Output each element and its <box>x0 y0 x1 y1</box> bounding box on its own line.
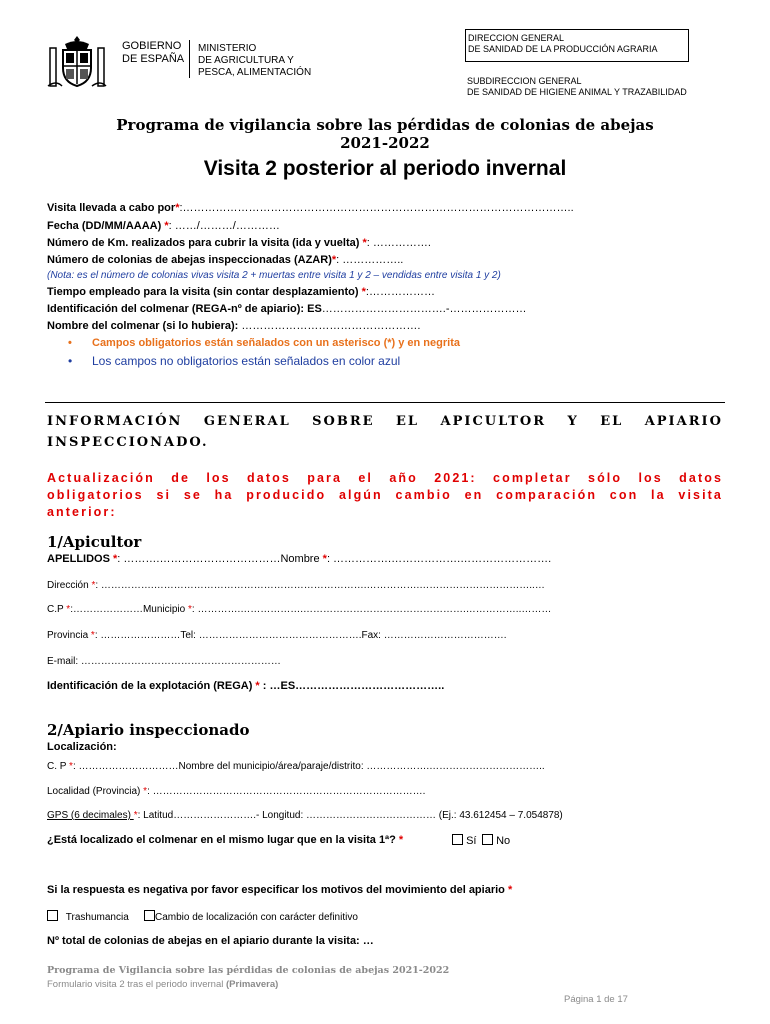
gobierno-text <box>122 40 184 66</box>
apiario-provincia-field[interactable] <box>47 786 425 797</box>
si-option[interactable] <box>452 834 476 847</box>
visita-label: Visita llevada a cabo por <box>47 202 176 214</box>
q1-text: ¿Está localizado el colmenar en el mismo lugar que en la visita 1ª? <box>47 834 399 846</box>
footer-line1: Programa de Vigilancia sobre las pérdidas de colonias de abejas 2021-2022 <box>47 965 450 976</box>
cambio-option[interactable] <box>144 910 358 923</box>
rega-dots: …………………………….-………………… <box>321 303 527 315</box>
required-mark: * <box>175 202 180 214</box>
required-mark: * <box>255 680 260 692</box>
nombre-dots: : …………….……………….……………………. <box>326 553 552 565</box>
required-mark: * <box>398 834 404 846</box>
azar-label: Número de colonias de abejas inspeccionadas (AZAR) <box>47 254 332 266</box>
update-notice <box>47 470 723 521</box>
required-mark: * <box>331 254 337 266</box>
apiario-cp-field[interactable] <box>47 761 545 772</box>
km-dots: : ……………. <box>366 237 431 249</box>
motivos-question <box>47 884 512 896</box>
heading-word: APICULTOR <box>440 414 547 429</box>
box-line1: DIRECCION GENERAL <box>468 33 565 43</box>
direccion-box <box>465 29 689 62</box>
required-mark: * <box>322 553 327 565</box>
trashumancia-checkbox[interactable] <box>47 910 58 921</box>
heading-word: Y <box>567 414 579 429</box>
required-mark: * <box>133 810 138 821</box>
apiario-heading: 2/Apiario inspeccionado <box>47 721 250 739</box>
min-line3: PESCA, ALIMENTACIÓN <box>198 67 312 78</box>
update-line1: Actualización de los datos para el año 2021: completar sólo los datos <box>47 471 723 485</box>
box-line2: DE SANIDAD DE LA PRODUCCIÓN AGRARIA <box>468 44 658 54</box>
km-label: Número de Km. realizados para cubrir la visita (ida y vuelta) <box>47 237 363 249</box>
bullet-obligatorios <box>70 337 460 349</box>
direccion-label: Dirección <box>47 580 92 591</box>
cambio-checkbox[interactable] <box>144 910 155 921</box>
required-mark: * <box>66 604 71 615</box>
cp-field[interactable] <box>47 604 551 615</box>
si-label: Sí <box>466 835 477 847</box>
required-mark: * <box>164 220 169 232</box>
direccion-dots: : …………….……………………………………………………….…………….……………………………..… <box>95 580 545 591</box>
subdireccion-text <box>467 76 687 98</box>
gov-line1: GOBIERNO <box>122 40 182 52</box>
nombre-dots: …………………………………………. <box>241 320 421 332</box>
rega-explotacion-dots: : …ES………………………………….. <box>259 680 445 692</box>
apiario-provincia-label: Localidad (Provincia) <box>47 786 144 797</box>
no-label: No <box>496 835 511 847</box>
ministerio-text <box>198 43 311 79</box>
fecha-dots: : ……/………/………… <box>168 220 280 232</box>
trashumancia-option[interactable] <box>47 910 129 923</box>
cambio-label: Cambio de localización con carácter definitivo <box>155 912 358 923</box>
required-mark: * <box>362 237 367 249</box>
sub-line1: SUBDIRECCION GENERAL <box>467 76 582 86</box>
tiempo-label: Tiempo empleado para la visita (sin contar desplazamiento) <box>47 286 362 298</box>
rega-explotacion-label: Identificación de la explotación (REGA) <box>47 680 256 692</box>
update-line2: obligatorios si se ha producido algún cambio en comparación con la visita <box>47 488 723 502</box>
required-mark: * <box>188 604 192 615</box>
nombre-label: Nombre del colmenar (si lo hubiera): <box>47 320 242 332</box>
municipio-dots: : ………….……………….………………………………………….……………..……… <box>191 604 552 615</box>
program-title <box>0 116 770 152</box>
provincia-label: Provincia <box>47 630 91 641</box>
cp-label: C.P <box>47 604 67 615</box>
km-field[interactable] <box>47 237 431 249</box>
title-line2: 2021-2022 <box>340 134 430 152</box>
section-rule <box>45 402 725 403</box>
gps-dots: : Latitud…………………….- Longitud: ………………………………… (Ej.: 43.612454 – 7.054878) <box>137 810 563 821</box>
apiario-cp-label: C. P <box>47 761 70 772</box>
title-line1: Programa de vigilancia sobre las pérdidas de colonias de abejas <box>116 116 654 134</box>
apiario-provincia-dots: : ………………………………………………………………………. <box>147 786 426 797</box>
apellidos-dots: : ……….……………………………Nombre <box>117 553 323 565</box>
required-mark: * <box>507 884 513 896</box>
tiempo-dots: :……………… <box>365 286 435 298</box>
rega-field[interactable] <box>47 303 527 315</box>
required-mark: * <box>90 630 95 641</box>
gps-field[interactable] <box>47 810 563 821</box>
apellidos-field[interactable] <box>47 553 551 565</box>
apicultor-heading: 1/Apicultor <box>47 533 142 551</box>
required-mark: * <box>91 580 96 591</box>
bullet1-text: Campos obligatorios están señalados con un asterisco (*) y en negrita <box>92 337 460 349</box>
heading-word: INFORMACIÓN <box>47 414 183 429</box>
nombre-colmenar-field[interactable] <box>47 320 420 332</box>
required-mark: * <box>113 553 118 565</box>
visita-dots: :…………………………………………………………………………………………….. <box>179 202 574 214</box>
bullet2-text: Los campos no obligatorios están señalados en color azul <box>92 354 401 368</box>
heading-word: EL <box>396 414 420 429</box>
azar-field[interactable] <box>47 254 403 266</box>
government-logo <box>46 34 108 92</box>
tiempo-field[interactable] <box>47 286 435 298</box>
page-number: Página 1 de 17 <box>564 994 628 1005</box>
rega-explotacion-field[interactable] <box>47 680 444 692</box>
apellidos-label: APELLIDOS <box>47 553 114 565</box>
localizacion-label: Localización: <box>47 741 117 753</box>
bullet-no-obligatorios <box>70 354 400 368</box>
min-line2: DE AGRICULTURA Y <box>198 55 294 66</box>
provincia-dots: : ……………………Tel: ………………………………………….Fax: ………………………………. <box>94 630 507 641</box>
gps-label: GPS (6 decimales) <box>47 810 134 821</box>
section-heading-line1 <box>47 414 723 429</box>
section-heading-line2: INSPECCIONADO. <box>47 435 209 450</box>
required-mark: * <box>361 286 366 298</box>
update-line3: anterior: <box>47 505 117 519</box>
rega-label: Identificación del colmenar (REGA-nº de apiario): ES <box>47 303 322 315</box>
heading-word: EL <box>600 414 624 429</box>
provincia-field[interactable] <box>47 630 507 641</box>
azar-dots: : …………….. <box>336 254 404 266</box>
no-checkbox[interactable] <box>482 834 493 845</box>
email-field[interactable]: E-mail: …………………………………………………… <box>47 656 281 667</box>
footer-line2 <box>47 979 278 990</box>
header-divider <box>189 40 190 78</box>
cp-dots: :…………………Municipio <box>70 604 188 615</box>
si-checkbox[interactable] <box>452 834 463 845</box>
mismo-lugar-question <box>47 834 403 846</box>
heading-word: APIARIO <box>644 414 723 429</box>
heading-word: GENERAL <box>203 414 291 429</box>
required-mark: * <box>143 786 148 797</box>
bullet-icon: • <box>68 354 73 368</box>
trashumancia-label: Trashumancia <box>65 912 129 923</box>
visita-field[interactable] <box>47 202 574 214</box>
heading-word: SOBRE <box>312 414 375 429</box>
footer-line2-a: Formulario visita 2 tras el periodo invernal <box>47 979 226 990</box>
nota-text: (Nota: es el número de colonias vivas visita 2 + muertas entre visita 1 y 2 – vendidas entre visita 1 y 2) <box>47 270 501 281</box>
q2-text: Si la respuesta es negativa por favor especificar los motivos del movimiento del apiario <box>47 884 508 896</box>
direccion-field[interactable] <box>47 580 545 591</box>
bullet-icon: • <box>68 337 72 349</box>
min-line1: MINISTERIO <box>198 43 257 54</box>
fecha-label: Fecha (DD/MM/AAAA) <box>47 220 165 232</box>
page-title: Visita 2 posterior al periodo invernal <box>203 157 567 180</box>
required-mark: * <box>69 761 73 772</box>
sub-line2: DE SANIDAD DE HIGIENE ANIMAL Y TRAZABILIDAD <box>467 87 687 97</box>
gov-line2: DE ESPAÑA <box>122 53 185 65</box>
total-colonias-field[interactable]: Nº total de colonias de abejas en el apiario durante la visita: … <box>47 935 374 947</box>
fecha-field[interactable] <box>47 220 280 232</box>
no-option[interactable] <box>482 834 510 847</box>
footer-line2-b: (Primavera) <box>226 979 279 990</box>
apiario-cp-dots: : …………………………Nombre del municipio/área/paraje/distrito: ……………….…………………………….. <box>72 761 545 772</box>
